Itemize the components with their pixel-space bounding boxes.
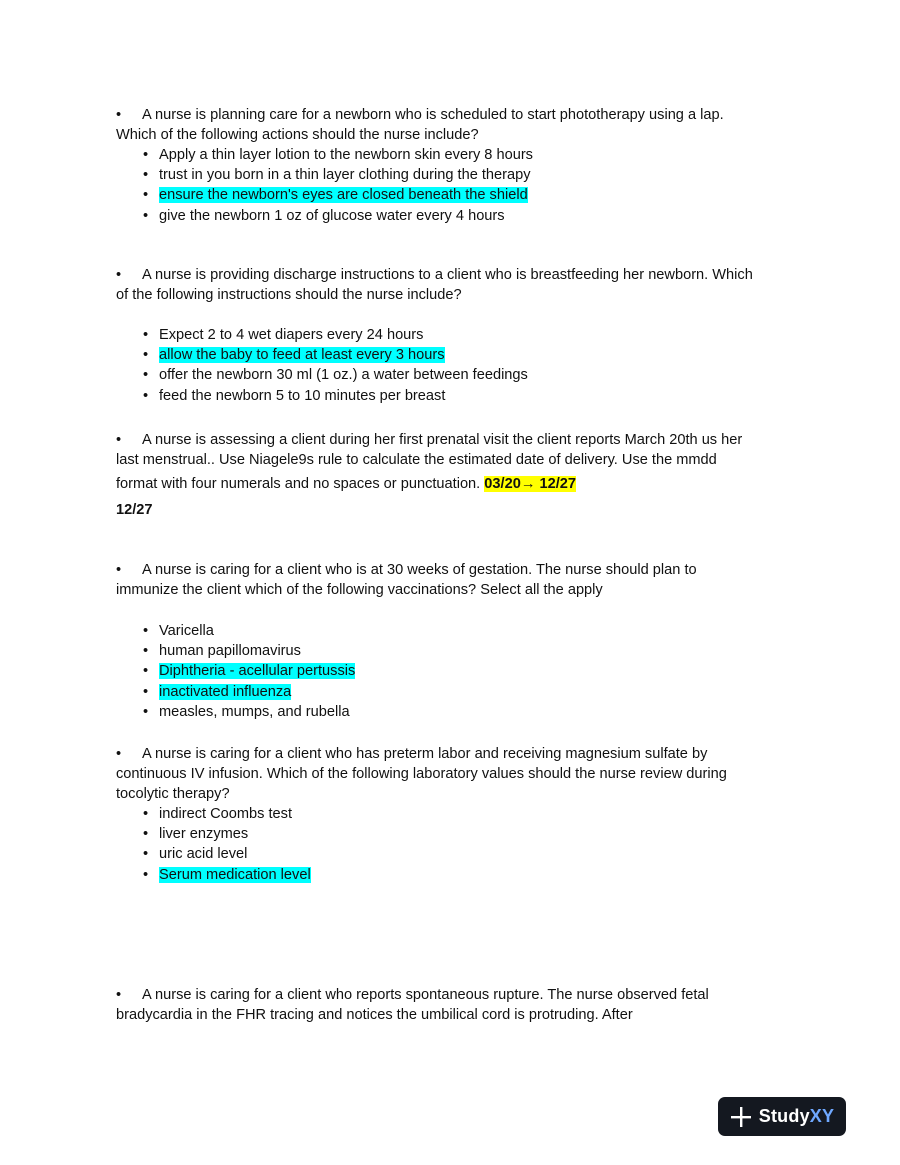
option-item: • give the newborn 1 oz of glucose water every 4 hours	[143, 206, 756, 226]
question-2	[116, 265, 756, 406]
highlighted-answer: 03/20→ 12/27	[484, 476, 576, 492]
logo-brand-accent: XY	[809, 1106, 835, 1126]
option-item: • uric acid level	[143, 844, 756, 864]
option-item: • offer the newborn 30 ml (1 oz.) a water between feedings	[143, 365, 756, 385]
bullet: •	[116, 107, 122, 123]
answer-text: 12/27	[116, 502, 153, 518]
option-item-answer	[143, 865, 756, 885]
highlighted-answer: inactivated influenza	[159, 683, 292, 700]
option-item-answer	[143, 682, 756, 702]
question-5	[116, 744, 756, 885]
option-item: • measles, mumps, and rubella	[143, 702, 756, 722]
option-item-answer	[143, 345, 756, 365]
option-list	[116, 621, 756, 722]
option-item: • human papillomavirus	[143, 641, 756, 661]
question-stem: A nurse is caring for a client who has preterm labor and receiving magnesium sulfate by continuous IV infusion. Which of the following laboratory values should the nurse review during tocolytic therapy?	[116, 746, 727, 802]
option-item: • Apply a thin layer lotion to the newborn skin every 8 hours	[143, 145, 756, 165]
question-stem: A nurse is providing discharge instructions to a client who is breastfeeding her newborn. Which of the following instructions should the nurse include?	[116, 267, 753, 303]
option-item: • trust in you born in a thin layer clothing during the therapy	[143, 165, 756, 185]
option-item: • Expect 2 to 4 wet diapers every 24 hours	[143, 325, 756, 345]
option-item: • indirect Coombs test	[143, 804, 756, 824]
option-item-answer	[143, 661, 756, 681]
plus-icon	[730, 1106, 752, 1128]
highlighted-answer: Diphtheria - acellular pertussis	[159, 663, 356, 680]
option-item: • liver enzymes	[143, 824, 756, 844]
format-instruction: format with four numerals and no spaces or punctuation.	[116, 476, 481, 492]
option-item: • Varicella	[143, 621, 756, 641]
studyxy-logo	[718, 1097, 846, 1136]
question-6	[116, 985, 726, 1025]
bullet: •	[116, 432, 122, 448]
highlighted-answer: allow the baby to feed at least every 3 hours	[159, 347, 445, 364]
option-list	[116, 325, 756, 406]
bullet: •	[116, 562, 122, 578]
question-1	[116, 105, 756, 226]
option-list	[116, 145, 756, 226]
highlighted-answer: Serum medication level	[159, 866, 311, 883]
bullet: •	[116, 267, 122, 283]
logo-brand: Study	[758, 1106, 810, 1126]
bullet: •	[116, 746, 122, 762]
question-stem: A nurse is assessing a client during her first prenatal visit the client reports March 20th us her last menstrual.. Use Niagele9s rule to calculate the estimated date of delivery. Use the mmdd	[116, 432, 743, 468]
option-item-answer	[143, 185, 756, 205]
question-stem: A nurse is caring for a client who is at 30 weeks of gestation. The nurse should plan to immunize the client which of the following vaccinations? Select all the apply	[116, 562, 697, 598]
option-list	[116, 804, 756, 885]
highlighted-answer: ensure the newborn's eyes are closed beneath the shield	[159, 187, 528, 204]
question-4	[116, 560, 756, 722]
bullet: •	[116, 987, 122, 1003]
question-3	[116, 430, 756, 520]
option-item: • feed the newborn 5 to 10 minutes per breast	[143, 386, 756, 406]
question-stem: A nurse is planning care for a newborn who is scheduled to start phototherapy using a lap. Which of the following actions should the nurse include?	[116, 107, 724, 143]
question-stem: A nurse is caring for a client who reports spontaneous rupture. The nurse observed fetal bradycardia in the FHR tracing and notices the umbilical cord is protruding. After	[116, 987, 709, 1023]
